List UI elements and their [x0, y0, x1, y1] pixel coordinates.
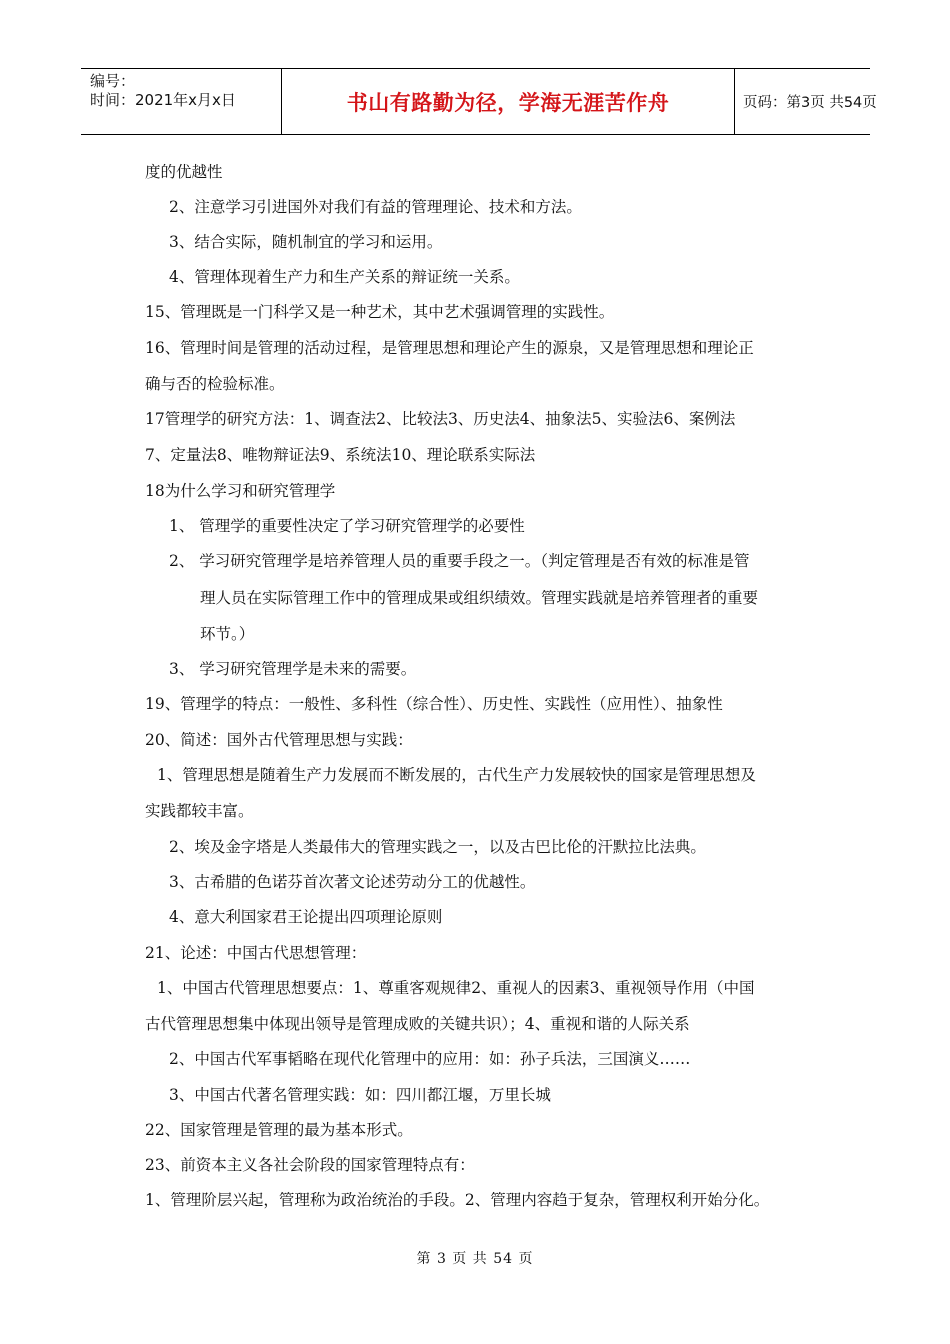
text-line: 21、论述：中国古代思想管理： — [145, 944, 367, 962]
text-line: 20、简述：国外古代管理思想与实践： — [145, 731, 413, 749]
text-line: 18为什么学习和研究管理学 — [145, 482, 336, 500]
text-line: 3、结合实际，随机制宜的学习和运用。 — [169, 233, 443, 251]
text-line: 4、意大利国家君王论提出四项理论原则 — [169, 908, 443, 926]
header-right-cell — [735, 69, 877, 134]
text-line: 22、国家管理是管理的最为基本形式。 — [145, 1121, 413, 1139]
page-header — [81, 68, 877, 135]
page-footer: 第 3 页 共 54 页 — [416, 1251, 534, 1267]
text-line: 3、古希腊的色诺芬首次著文论述劳动分工的优越性。 — [169, 873, 536, 891]
text-line: 17管理学的研究方法：1、调查法2、比较法3、历史法4、抽象法5、实验法6、案例法 — [145, 410, 736, 428]
text-line: 2、 学习研究管理学是培养管理人员的重要手段之一。（判定管理是否有效的标准是管 — [169, 552, 750, 570]
text-line: 2、中国古代军事韬略在现代化管理中的应用：如：孙子兵法，三国演义…… — [169, 1050, 691, 1068]
text-line: 16、管理时间是管理的活动过程，是管理思想和理论产生的源泉，又是管理思想和理论正 — [145, 339, 754, 357]
header-motto-cell — [282, 69, 735, 134]
page-info: 页码：第3页 共54页 — [743, 95, 877, 111]
text-line: 实践都较丰富。 — [145, 802, 254, 820]
text-line: 1、 管理学的重要性决定了学习研究管理学的必要性 — [169, 517, 525, 535]
text-line: 环节。） — [200, 625, 255, 643]
text-line: 1、中国古代管理思想要点：1、尊重客观规律2、重视人的因素3、重视领导作用（中国 — [157, 979, 755, 997]
text-line: 19、管理学的特点：一般性、多科性（综合性）、历史性、实践性（应用性）、抽象性 — [145, 695, 723, 713]
text-line: 15、管理既是一门科学又是一种艺术，其中艺术强调管理的实践性。 — [145, 303, 615, 321]
text-line: 4、管理体现着生产力和生产关系的辩证统一关系。 — [169, 268, 520, 286]
text-line: 23、前资本主义各社会阶段的国家管理特点有： — [145, 1156, 475, 1174]
text-line: 理人员在实际管理工作中的管理成果或组织绩效。管理实践就是培养管理者的重要 — [200, 589, 759, 607]
text-line: 1、管理思想是随着生产力发展而不断发展的，古代生产力发展较快的国家是管理思想及 — [157, 766, 756, 784]
text-line: 2、注意学习引进国外对我们有益的管理理论、技术和方法。 — [169, 198, 582, 216]
date-line: 时间：2021年x月x日 — [90, 91, 236, 109]
text-line: 度的优越性 — [145, 163, 223, 181]
number-label: 编号： — [90, 72, 136, 90]
motto: 书山有路勤为径，学海无涯苦作舟 — [346, 90, 670, 115]
text-line: 古代管理思想集中体现出领导是管理成败的关键共识）；4、重视和谐的人际关系 — [145, 1015, 690, 1033]
text-line: 3、中国古代著名管理实践：如：四川都江堰，万里长城 — [169, 1086, 551, 1104]
text-line: 3、 学习研究管理学是未来的需要。 — [169, 660, 417, 678]
header-left-cell — [81, 69, 282, 134]
text-line: 2、埃及金字塔是人类最伟大的管理实践之一，以及古巴比伦的汗默拉比法典。 — [169, 838, 706, 856]
text-line: 确与否的检验标准。 — [145, 375, 285, 393]
text-line: 7、定量法8、唯物辩证法9、系统法10、理论联系实际法 — [145, 446, 536, 464]
text-line: 1、管理阶层兴起，管理称为政治统治的手段。2、管理内容趋于复杂，管理权利开始分化。 — [145, 1191, 770, 1209]
